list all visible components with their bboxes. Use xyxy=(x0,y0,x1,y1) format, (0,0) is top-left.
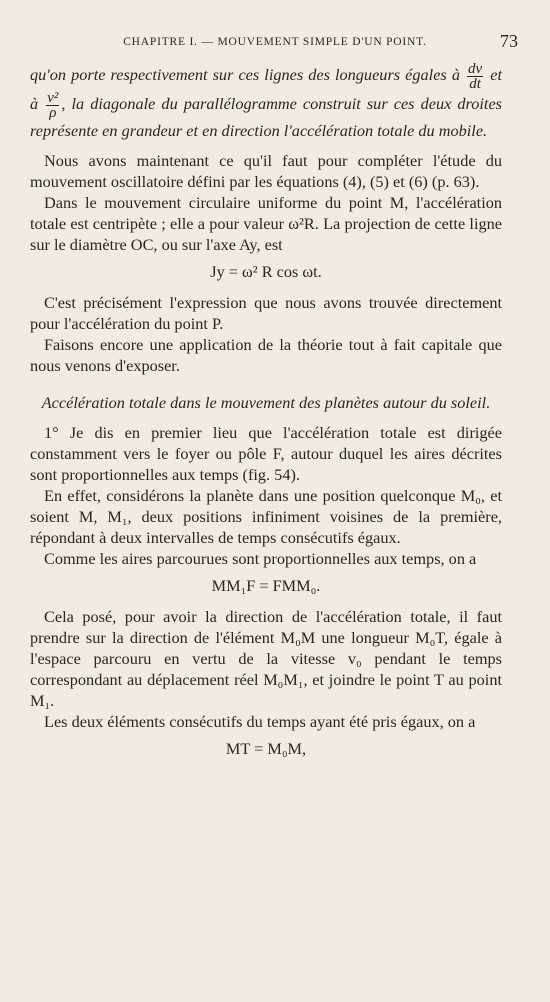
fraction-dv-dt xyxy=(467,62,483,91)
text-fragment: à xyxy=(451,65,460,85)
page-number: 73 xyxy=(500,31,518,51)
paragraph: En effet, considérons la planète dans une position quelconque M₀, et soient M, M₁, deux positions infiniment voisines de la première, répondant à deux intervalles de temps consécutifs égaux. xyxy=(30,486,502,547)
paragraph: Faisons encore une application de la théorie tout à fait capitale que nous venons d'exposer. xyxy=(30,335,502,375)
text-line: qu'on porte respectivement sur ces lignes des longueurs égales xyxy=(30,65,447,85)
formula: MT = M₀M, xyxy=(225,739,307,758)
paragraph: Comme les aires parcourues sont proportionnelles aux temps, on a xyxy=(44,549,477,568)
fraction-denominator: ρ xyxy=(49,105,57,121)
page-body xyxy=(30,62,502,769)
paragraph: 1° Je dis en premier lieu que l'accélération totale est dirigée constamment vers le foyer ou pôle F, autour duquel les aires décrites sont proportionnelles aux temps (fig. 54). xyxy=(30,423,502,484)
text-fragment: et à xyxy=(30,65,503,114)
paragraph: Les deux éléments consécutifs du temps ayant été pris égaux, on a xyxy=(44,712,476,731)
text-fragment: , la diagonale du parallélogramme construit sur ces deux droites représente en grandeur et en direction l'accélération totale du mobile. xyxy=(30,94,503,140)
running-title: CHAPITRE I. — MOUVEMENT SIMPLE D'UN POINT. xyxy=(123,36,427,48)
fraction-numerator: v² xyxy=(47,90,59,106)
fraction-denominator: dt xyxy=(469,76,481,92)
paragraph: C'est précisément l'expression que nous avons trouvée directement pour l'accélération du point P. xyxy=(30,293,502,333)
paragraph: Cela posé, pour avoir la direction de l'accélération totale, il faut prendre sur la direction de l'élément M₀M une longueur M₀T, égale à l'espace parcouru en vertu de la vitesse v₀ pendant le temps correspondant au déplacement réel M₀M₁, et joindre le point T au point M₁. xyxy=(30,607,502,710)
paragraph: Dans le mouvement circulaire uniforme du point M, l'accélération totale est centripète ; elle a pour valeur ω²R. La projection de cette ligne sur le diamètre OC, ou sur l'axe Ay, est xyxy=(30,193,502,254)
fraction-numerator: dv xyxy=(468,61,483,77)
paragraph: Nous avons maintenant ce qu'il faut pour compléter l'étude du mouvement oscillatoire défini par les équations (4), (5) et (6) (p. 63). xyxy=(30,151,502,191)
formula: MM₁F = FMM₀. xyxy=(211,576,321,595)
section-title: Accélération totale dans le mouvement des planètes autour du soleil. xyxy=(41,393,491,412)
running-header xyxy=(30,31,520,51)
paragraph xyxy=(30,62,502,141)
formula: Jy = ω² R cos ωt. xyxy=(210,262,322,281)
fraction-v2-rho xyxy=(46,91,59,120)
